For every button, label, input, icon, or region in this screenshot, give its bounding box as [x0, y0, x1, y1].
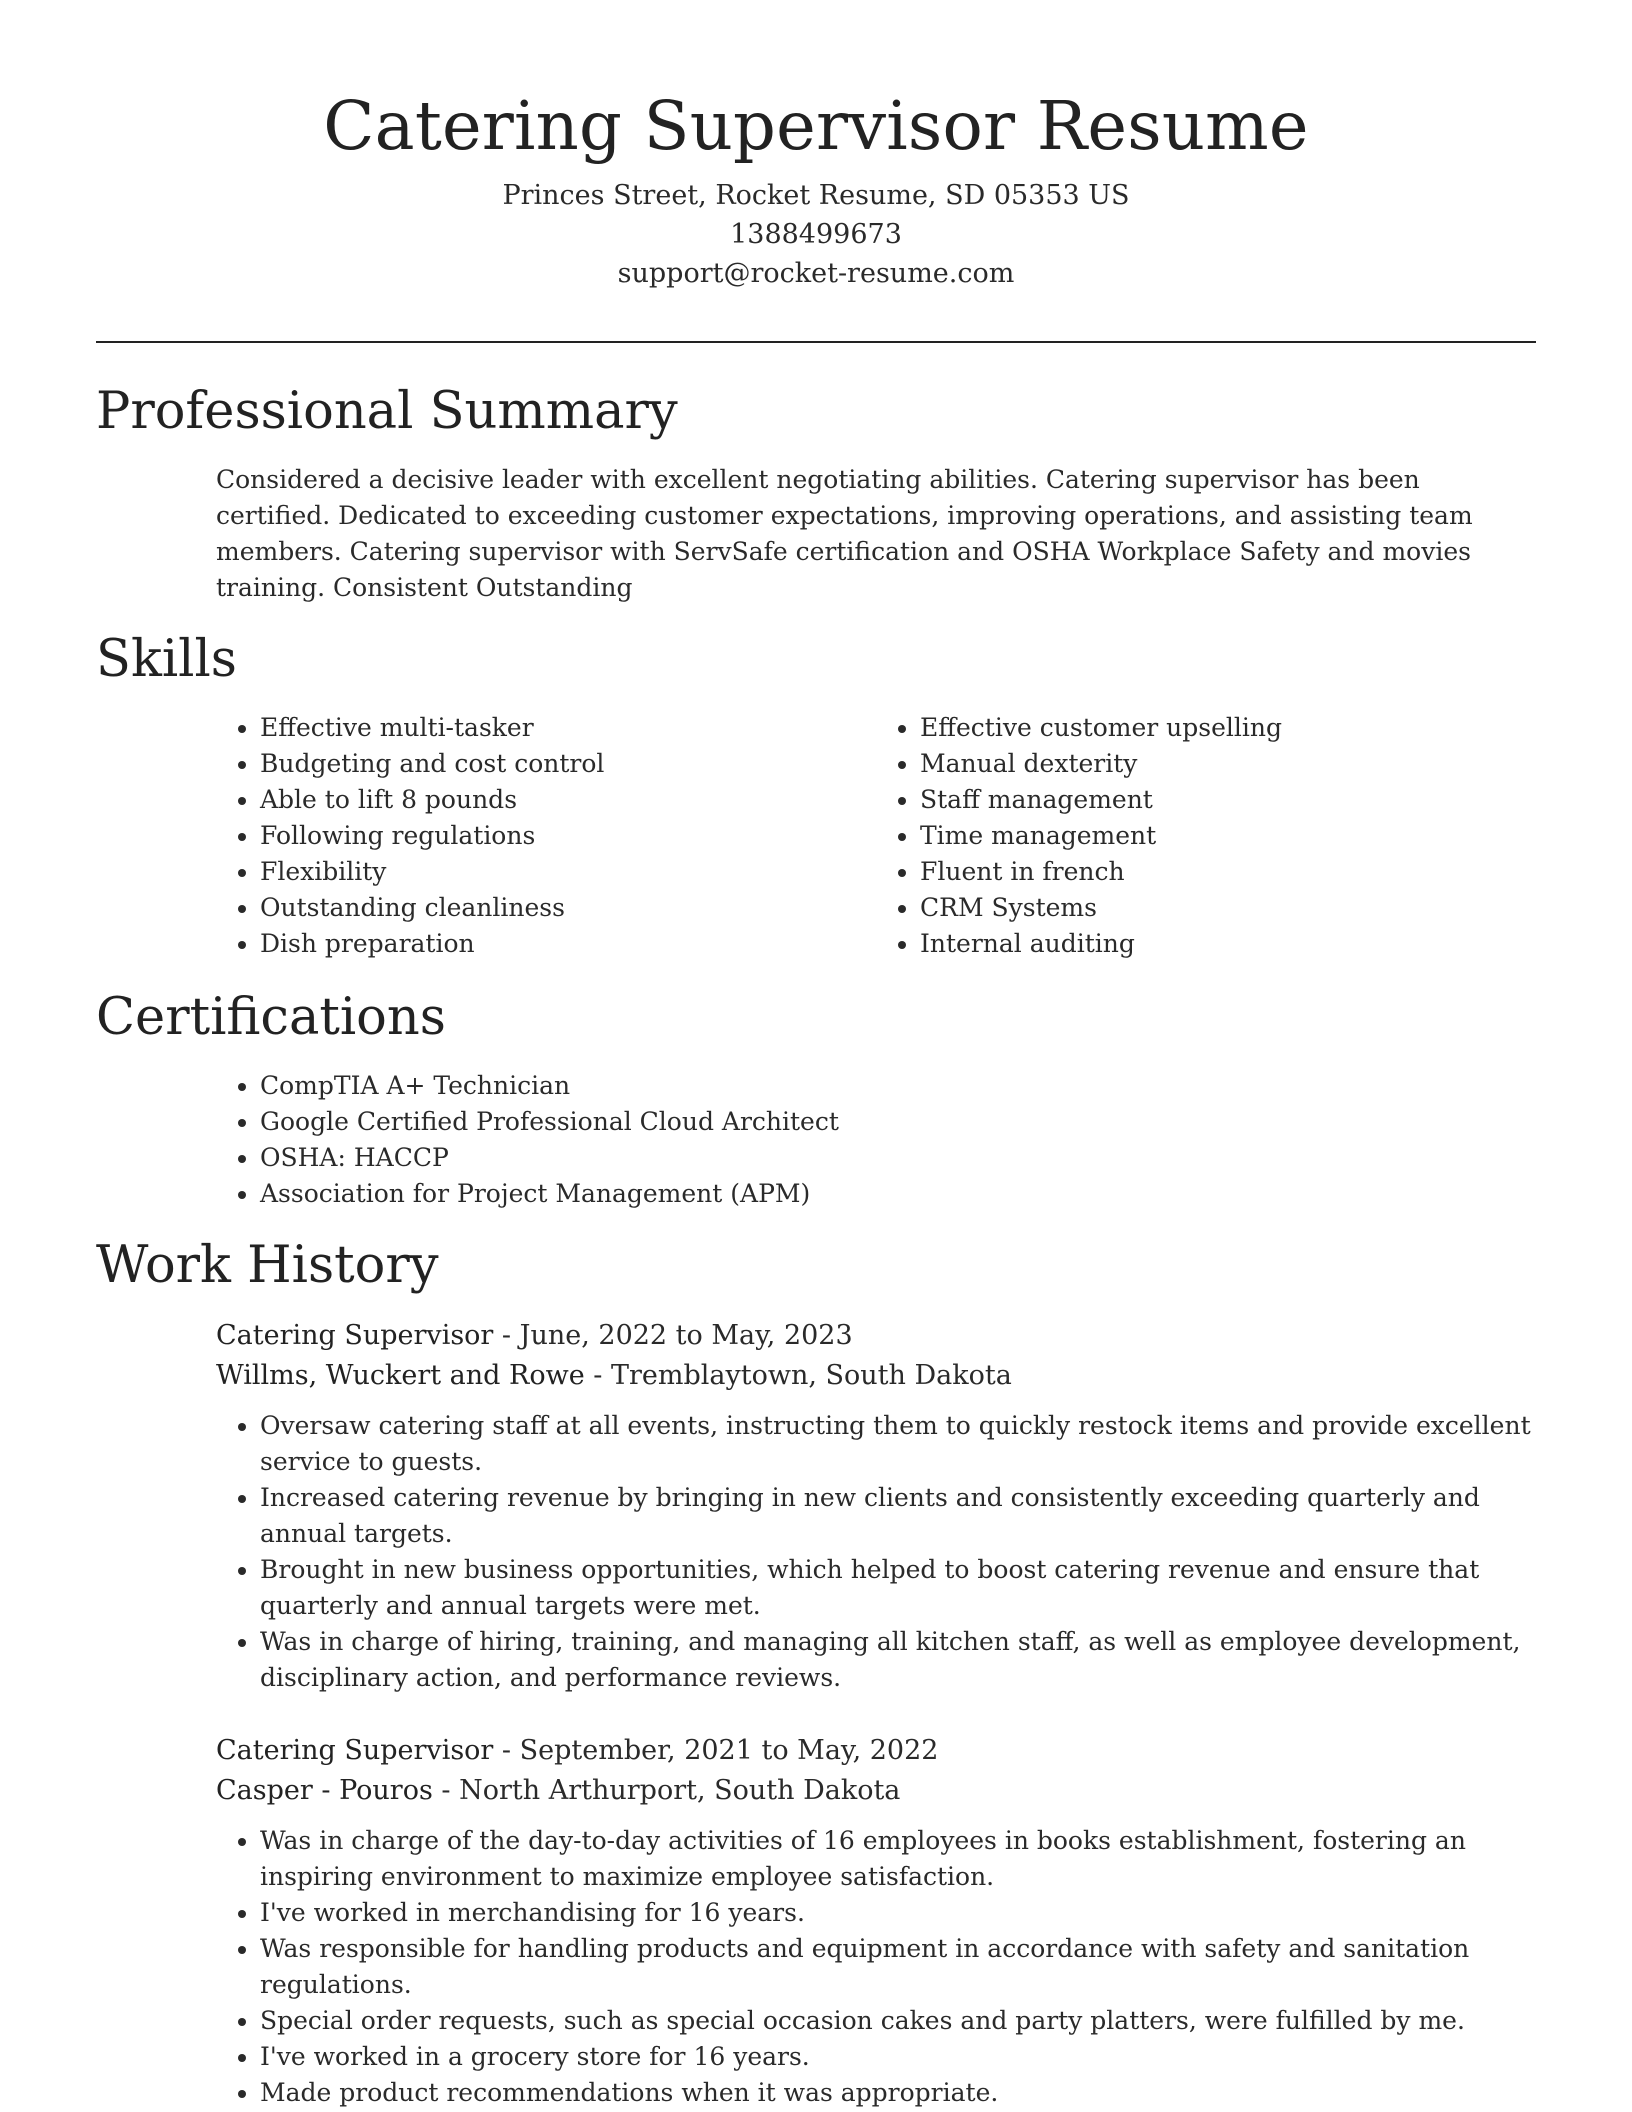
- certifications-heading: Certifications: [96, 988, 446, 1047]
- job-title-line: Catering Supervisor - September, 2021 to May, 2022: [216, 1735, 939, 1766]
- skill-item: • Effective multi-tasker: [260, 710, 876, 746]
- job-location: Tremblaytown, South Dakota: [610, 1360, 1012, 1391]
- skill-item: • Budgeting and cost control: [260, 746, 876, 782]
- skills-heading: Skills: [96, 630, 237, 689]
- summary-text: Considered a decisive leader with excellent negotiating abilities. Catering supervisor has been certified. Dedicated to exceeding customer expectations, improving operations, and assisting team members. Catering supervisor with ServSafe certification and OSHA Workplace Safety and movies training. Consistent Outstanding: [216, 465, 1473, 602]
- job-bullet: • Made product recommendations when it was appropriate.: [260, 2075, 1536, 2111]
- job-entry: [216, 1731, 1536, 2111]
- skill-item: • Effective customer upselling: [920, 710, 1536, 746]
- job-company: Casper - Pouros: [216, 1775, 433, 1806]
- certification-item: • Google Certified Professional Cloud Architect: [260, 1104, 839, 1140]
- header-divider: [96, 341, 1536, 343]
- contact-block: [0, 176, 1632, 293]
- certification-item: • CompTIA A+ Technician: [260, 1068, 839, 1104]
- job-bullets: [216, 1823, 1536, 2111]
- job-bullet: • Oversaw catering staff at all events, instructing them to quickly restock items and provide excellent service to guests.: [260, 1408, 1536, 1480]
- skill-item: • Time management: [920, 818, 1536, 854]
- skill-item: • Able to lift 8 pounds: [260, 782, 876, 818]
- skill-item: • Dish preparation: [260, 926, 876, 962]
- skill-item: • Fluent in french: [920, 854, 1536, 890]
- job-bullet: • Was responsible for handling products and equipment in accordance with safety and sanitation regulations.: [260, 1931, 1536, 2003]
- job-role: Catering Supervisor: [216, 1320, 494, 1351]
- skills-column-left: [216, 710, 876, 962]
- email: support@rocket-resume.com: [617, 258, 1015, 289]
- skills-list: [216, 710, 1536, 962]
- job-bullet: • Was in charge of the day-to-day activities of 16 employees in books establishment, fostering an inspiring environment to maximize employee satisfaction.: [260, 1823, 1536, 1895]
- resume-header: [0, 0, 1632, 293]
- job-dates: September, 2021 to May, 2022: [519, 1735, 939, 1766]
- skill-item: • Internal auditing: [920, 926, 1536, 962]
- job-bullet: • Increased catering revenue by bringing in new clients and consistently exceeding quarterly and annual targets.: [260, 1480, 1536, 1552]
- job-entry: [216, 1316, 1536, 1696]
- skill-item: • Staff management: [920, 782, 1536, 818]
- job-location: North Arthurport, South Dakota: [459, 1775, 901, 1806]
- job-company: Willms, Wuckert and Rowe: [216, 1360, 585, 1391]
- job-bullet: • I've worked in merchandising for 16 years.: [260, 1895, 1536, 1931]
- phone: 1388499673: [730, 219, 902, 250]
- summary-heading: Professional Summary: [96, 382, 678, 441]
- skill-item: • CRM Systems: [920, 890, 1536, 926]
- job-title-line: Catering Supervisor - June, 2022 to May, 2023: [216, 1320, 853, 1351]
- job-bullet: • Special order requests, such as special occasion cakes and party platters, were fulfilled by me.: [260, 2003, 1536, 2039]
- job-role: Catering Supervisor: [216, 1735, 494, 1766]
- work-history-heading: Work History: [96, 1236, 439, 1295]
- job-bullet: • Was in charge of hiring, training, and managing all kitchen staff, as well as employee development, disciplinary action, and performance reviews.: [260, 1624, 1536, 1696]
- job-bullet: • Brought in new business opportunities, which helped to boost catering revenue and ensure that quarterly and annual targets were met.: [260, 1552, 1536, 1624]
- resume-title: Catering Supervisor Resume: [323, 87, 1309, 165]
- certification-item: • Association for Project Management (APM): [260, 1176, 839, 1212]
- skill-item: • Outstanding cleanliness: [260, 890, 876, 926]
- skill-item: • Flexibility: [260, 854, 876, 890]
- certifications-list: [216, 1068, 839, 1212]
- job-bullets: [216, 1408, 1536, 1696]
- address: Princes Street, Rocket Resume, SD 05353 US: [502, 180, 1130, 211]
- certification-item: • OSHA: HACCP: [260, 1140, 839, 1176]
- job-bullet: • I've worked in a grocery store for 16 years.: [260, 2039, 1536, 2075]
- job-company-line: Casper - Pouros - North Arthurport, South Dakota: [216, 1775, 901, 1806]
- skill-item: • Manual dexterity: [920, 746, 1536, 782]
- job-company-line: Willms, Wuckert and Rowe - Tremblaytown, South Dakota: [216, 1360, 1012, 1391]
- skills-column-right: [876, 710, 1536, 962]
- skill-item: • Following regulations: [260, 818, 876, 854]
- job-dates: June, 2022 to May, 2023: [519, 1320, 853, 1351]
